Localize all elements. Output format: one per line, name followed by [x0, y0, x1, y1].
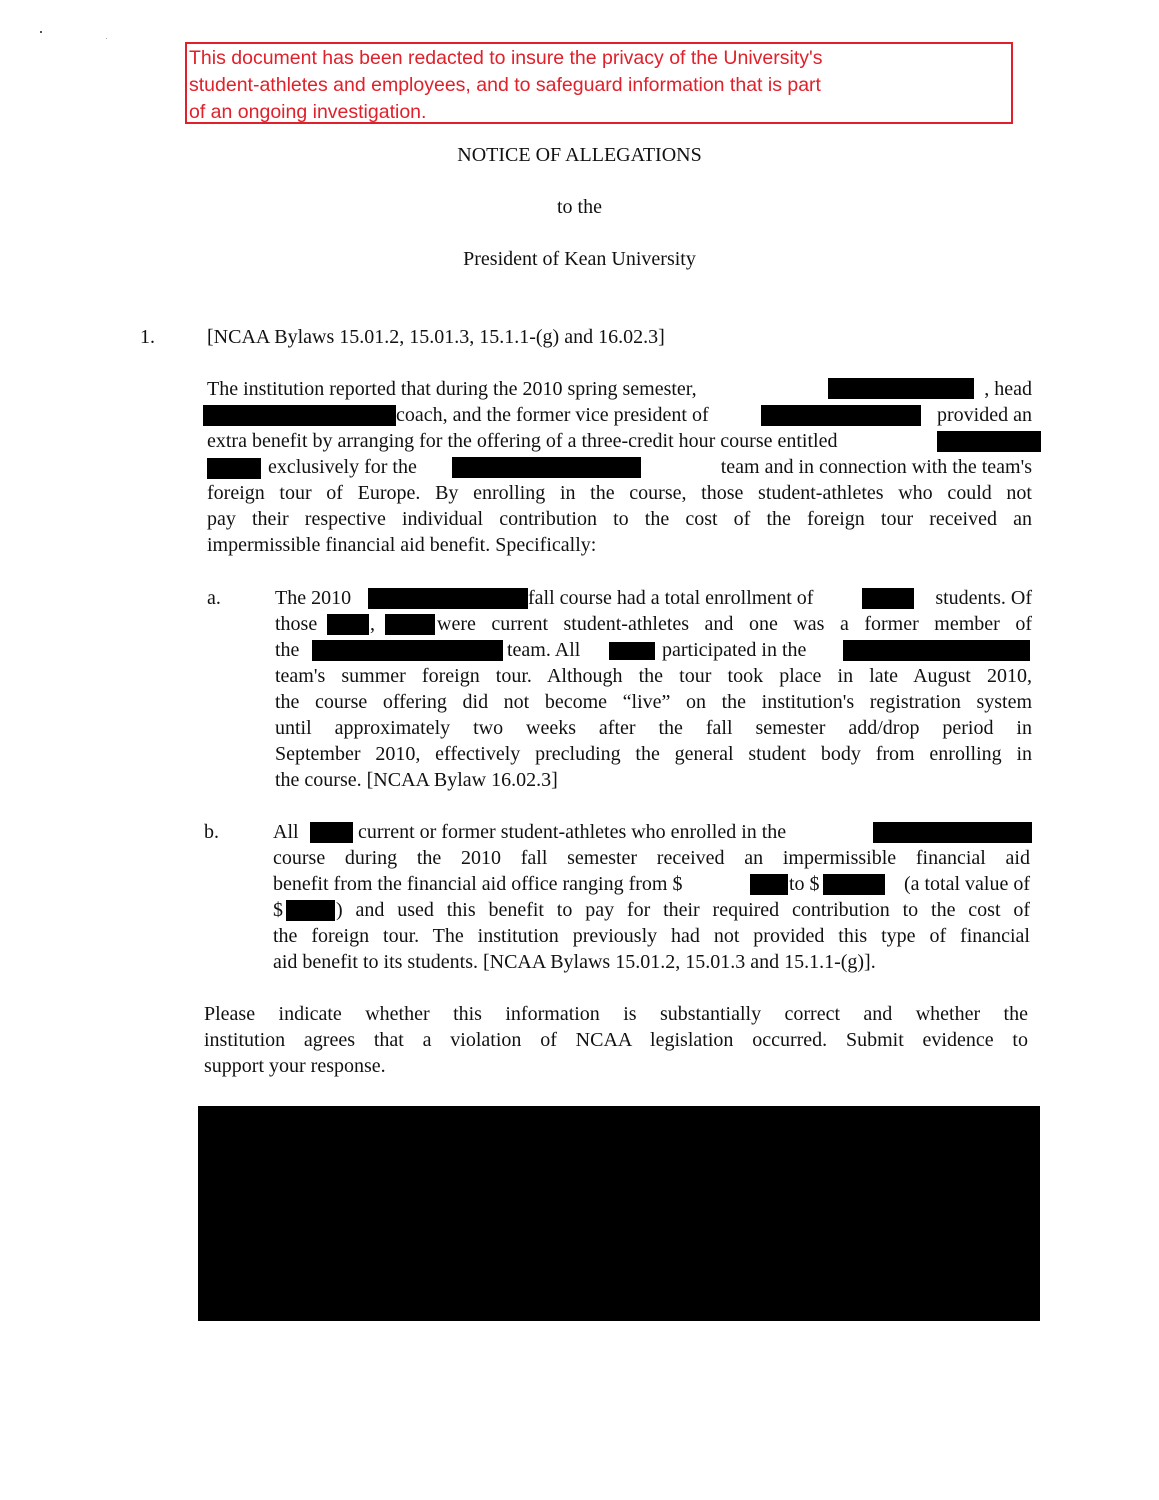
redaction-notice-line: of an ongoing investigation. — [189, 101, 427, 123]
item-b-label: b. — [204, 821, 219, 843]
item-a-text: students. Of — [935, 587, 1032, 609]
item-b-text: All — [273, 821, 299, 843]
redaction-bar — [937, 431, 1041, 452]
redaction-bar — [609, 642, 655, 660]
intro-text: The institution reported that during the 2010 spring semester, — [207, 378, 697, 400]
redaction-bar — [761, 405, 921, 426]
redaction-bar — [862, 588, 914, 609]
document-recipient: President of Kean University — [463, 248, 696, 270]
item-b-text: current or former student-athletes who enrolled in the — [358, 821, 787, 843]
item-a-text: team. All — [507, 639, 581, 661]
item-a-text: , — [370, 613, 375, 635]
item-a-text: fall course had a total enrollment of — [528, 587, 814, 609]
item-b-text: the foreign tour. The institution previously had not provided this type of financial — [273, 925, 1030, 947]
redaction-bar — [368, 588, 528, 609]
redaction-bar — [452, 457, 641, 478]
redaction-notice-line: This document has been redacted to insure the privacy of the University's — [189, 47, 823, 69]
redaction-bar — [312, 640, 503, 661]
intro-text: team and in connection with the team's — [720, 456, 1032, 478]
item-a-text: the course offering did not become “live” on the institution's registration system — [275, 691, 1032, 713]
item-a-text: team's summer foreign tour. Although the tour took place in late August 2010, — [275, 665, 1032, 687]
item-a-text: The 2010 — [275, 587, 352, 609]
redaction-bar — [203, 405, 396, 426]
item-b-text: $ — [273, 899, 283, 921]
item-b-text: aid benefit to its students. [NCAA Bylaws 15.01.2, 15.01.3 and 15.1.1-(g)]. — [273, 951, 876, 973]
item-b-text: (a total value of — [903, 873, 1030, 895]
document-to: to the — [557, 196, 602, 218]
item-a-label: a. — [207, 587, 221, 609]
item-a-text: the course. [NCAA Bylaw 16.02.3] — [275, 769, 558, 791]
redaction-bar — [843, 640, 1030, 661]
item-a-text: were current student-athletes and one was a former member of — [437, 613, 1032, 635]
intro-text: provided an — [937, 404, 1032, 426]
redaction-bar — [327, 614, 369, 635]
item-b-text: to $ — [789, 873, 820, 895]
redaction-bar — [207, 458, 261, 479]
item-a-text: the — [275, 639, 300, 661]
redaction-bar — [873, 822, 1032, 843]
item-a-text: until approximately two weeks after the fall semester add/drop period in — [275, 717, 1032, 739]
item-b-text: ) and used this benefit to pay for their required contribution to the cost of — [336, 899, 1030, 921]
allegation-bylaws: [NCAA Bylaws 15.01.2, 15.01.3, 15.1.1-(g) and 16.02.3] — [207, 326, 665, 348]
redaction-bar — [310, 822, 353, 843]
redaction-bar — [286, 900, 335, 921]
redaction-bar — [385, 614, 435, 635]
redaction-bar — [823, 874, 885, 895]
redaction-notice — [185, 42, 1013, 124]
intro-text: , head — [984, 378, 1032, 400]
scan-speck — [106, 38, 107, 39]
document-title: NOTICE OF ALLEGATIONS — [457, 144, 702, 166]
request-text: support your response. — [204, 1055, 386, 1077]
request-text: Please indicate whether this information is substantially correct and whether the — [204, 1003, 1028, 1025]
scan-speck — [40, 31, 42, 33]
redaction-block — [198, 1106, 1040, 1321]
redaction-bar — [750, 874, 788, 895]
intro-text: impermissible financial aid benefit. Specifically: — [207, 534, 597, 556]
redaction-bar — [828, 378, 974, 399]
intro-text: foreign tour of Europe. By enrolling in the course, those student-athletes who could not — [207, 482, 1032, 504]
item-a-text: those — [275, 613, 318, 635]
intro-text: exclusively for the — [268, 456, 417, 478]
item-b-text: course during the 2010 fall semester received an impermissible financial aid — [273, 847, 1030, 869]
item-a-text: September 2010, effectively precluding the general student body from enrolling in — [275, 743, 1032, 765]
allegation-number: 1. — [140, 326, 155, 348]
request-text: institution agrees that a violation of NCAA legislation occurred. Submit evidence to — [204, 1029, 1028, 1051]
intro-text: coach, and the former vice president of — [396, 404, 709, 426]
redaction-notice-line: student-athletes and employees, and to safeguard information that is part — [189, 74, 821, 96]
intro-text: extra benefit by arranging for the offering of a three-credit hour course entitled — [207, 430, 838, 452]
item-b-text: benefit from the financial aid office ranging from $ — [273, 873, 683, 895]
item-a-text: participated in the — [662, 639, 807, 661]
intro-text: pay their respective individual contribution to the cost of the foreign tour received an — [207, 508, 1032, 530]
